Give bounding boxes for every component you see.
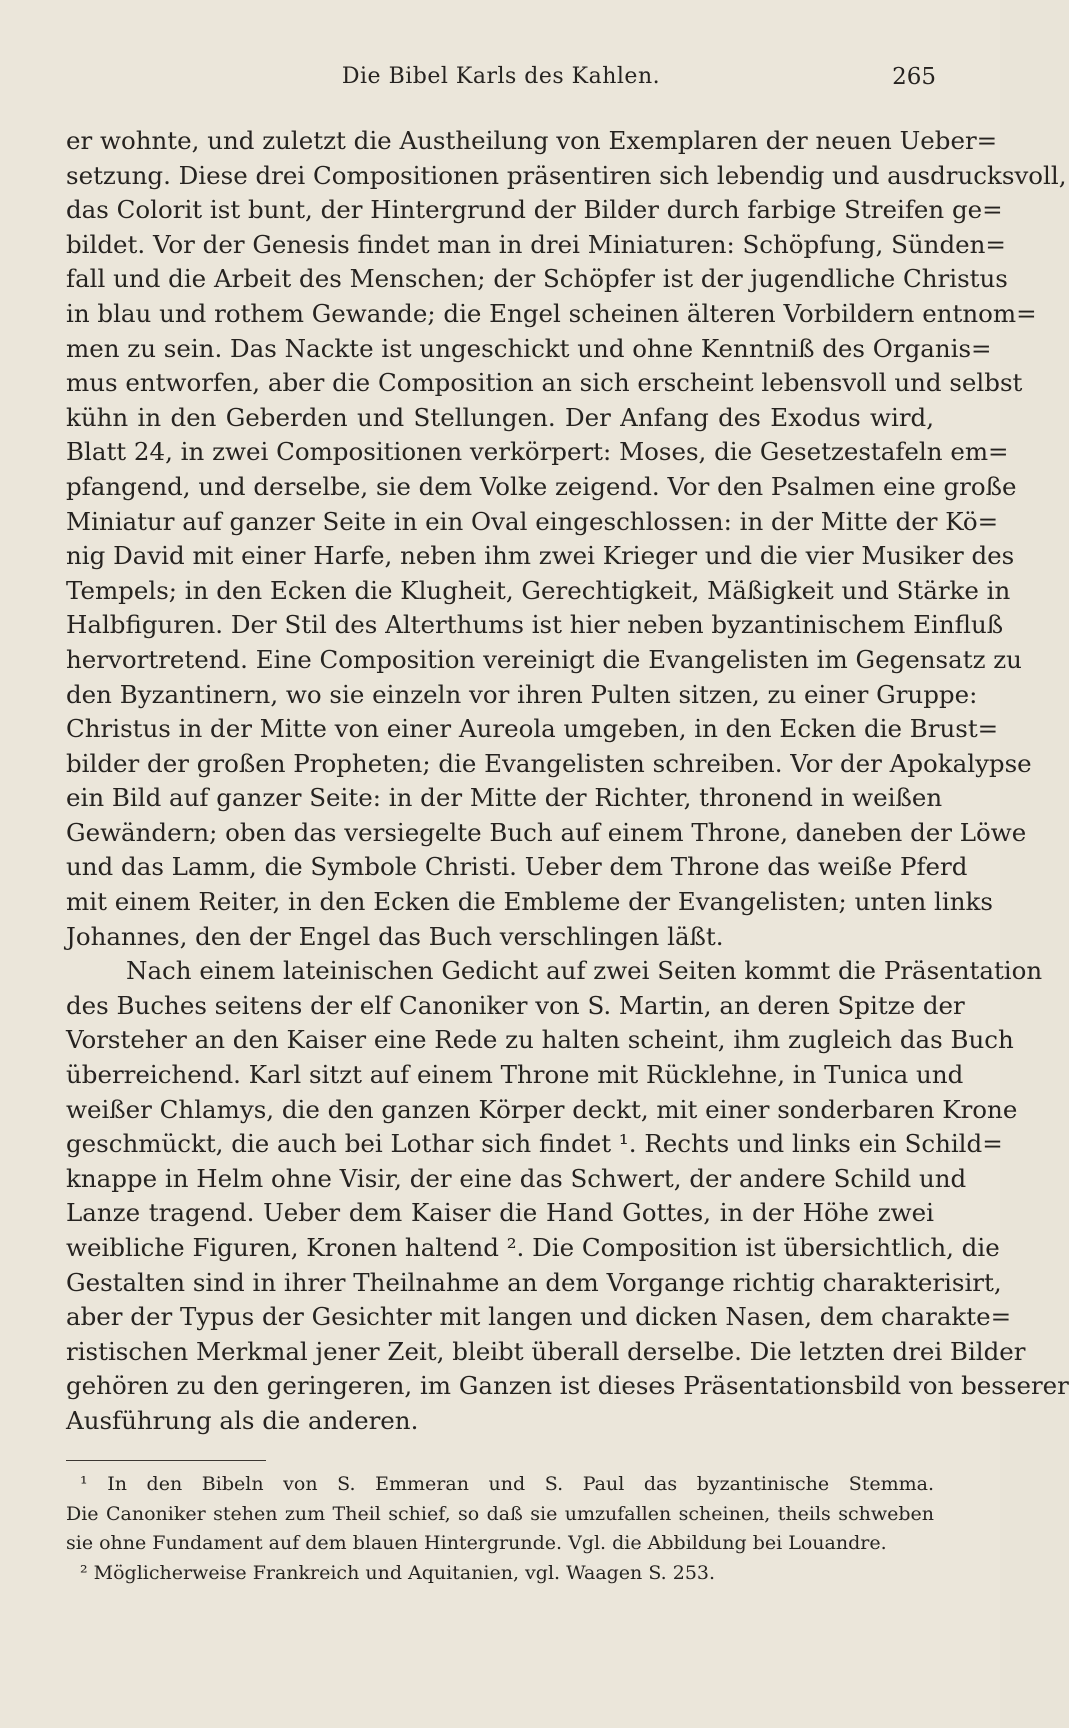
body-line: ein Bild auf ganzer Seite: in der Mitte der Richter, thronend in weißen	[66, 783, 943, 813]
body-line: gehören zu den geringeren, im Ganzen ist dieses Präsentationsbild von besserer	[66, 1371, 1069, 1401]
body-line: Vorsteher an den Kaiser eine Rede zu halten scheint, ihm zugleich das Buch	[66, 1025, 1014, 1055]
footnotes	[66, 1470, 934, 1588]
body-line: nig David mit einer Harfe, neben ihm zwei Krieger und die vier Musiker des	[66, 541, 1015, 571]
body-line: Johannes, den der Engel das Buch verschlingen läßt.	[66, 921, 724, 951]
body-line: pfangend, und derselbe, sie dem Volke zeigend. Vor den Psalmen eine große	[66, 471, 1017, 501]
page-header	[66, 64, 936, 94]
footnote-line: ² Möglicherweise Frankreich und Aquitanien, vgl. Waagen S. 253.	[80, 1561, 716, 1584]
body-line: den Byzantinern, wo sie einzeln vor ihren Pulten sitzen, zu einer Gruppe:	[66, 679, 978, 709]
body-line: Christus in der Mitte von einer Aureola umgeben, in den Ecken die Brust=	[66, 714, 999, 744]
page-number: 265	[892, 64, 936, 90]
body-line: überreichend. Karl sitzt auf einem Throne mit Rücklehne, in Tunica und	[66, 1060, 964, 1090]
body-line: Halbfiguren. Der Stil des Alterthums ist hier neben byzantinischem Einfluß	[66, 610, 1004, 640]
body-line: Tempels; in den Ecken die Klugheit, Gerechtigkeit, Mäßigkeit und Stärke in	[66, 575, 1011, 605]
body-line: Blatt 24, in zwei Compositionen verkörpert: Moses, die Gesetzestafeln em=	[66, 437, 1009, 467]
body-line: mit einem Reiter, in den Ecken die Embleme der Evangelisten; unten links	[66, 887, 993, 917]
body-line: setzung. Diese drei Compositionen präsentiren sich lebendig und ausdrucksvoll,	[66, 160, 1067, 190]
body-line: in blau und rothem Gewande; die Engel scheinen älteren Vorbildern entnom=	[66, 298, 1037, 328]
body-line: Gewändern; oben das versiegelte Buch auf einem Throne, daneben der Löwe	[66, 817, 1027, 847]
footnote-line: ¹ In den Bibeln von S. Emmeran und S. Paul das byzantinische Stemma.	[80, 1473, 934, 1495]
body-line: das Colorit ist bunt, der Hintergrund der Bilder durch farbige Streifen ge=	[66, 195, 1003, 225]
body-line: er wohnte, und zuletzt die Austheilung von Exemplaren der neuen Ueber=	[66, 126, 998, 155]
body-line: und das Lamm, die Symbole Christi. Ueber dem Throne das weiße Pferd	[66, 852, 968, 882]
body-line: fall und die Arbeit des Menschen; der Schöpfer ist der jugendliche Christus	[66, 264, 1008, 294]
body-line: Nach einem lateinischen Gedicht auf zwei Seiten kommt die Präsentation	[126, 956, 1043, 986]
body-line: hervortretend. Eine Composition vereinigt die Evangelisten im Gegensatz zu	[66, 644, 1022, 674]
footnote-line: sie ohne Fundament auf dem blauen Hintergrunde. Vgl. die Abbildung bei Louandre.	[66, 1532, 887, 1554]
body-line: kühn in den Geberden und Stellungen. Der Anfang des Exodus wird,	[66, 402, 934, 432]
body-text	[66, 124, 1069, 1439]
body-line: weißer Chlamys, die den ganzen Körper deckt, mit einer sonderbaren Krone	[66, 1094, 1018, 1124]
body-line: mus entworfen, aber die Composition an sich erscheint lebensvoll und selbst	[66, 368, 1023, 398]
body-line: Ausführung als die anderen.	[66, 1405, 419, 1435]
body-line: knappe in Helm ohne Visir, der eine das Schwert, der andere Schild und	[66, 1163, 967, 1193]
body-line: Miniatur auf ganzer Seite in ein Oval eingeschlossen: in der Mitte der Kö=	[66, 506, 999, 536]
body-line: men zu sein. Das Nackte ist ungeschickt und ohne Kenntniß des Organis=	[66, 333, 992, 363]
body-line: Lanze tragend. Ueber dem Kaiser die Hand Gottes, in der Höhe zwei	[66, 1198, 934, 1228]
body-line: bilder der großen Propheten; die Evangelisten schreiben. Vor der Apokalypse	[66, 748, 1032, 778]
body-line: des Buches seitens der elf Canoniker von S. Martin, an deren Spitze der	[66, 990, 965, 1020]
body-line: aber der Typus der Gesichter mit langen und dicken Nasen, dem charakte=	[66, 1302, 1012, 1332]
body-line: Gestalten sind in ihrer Theilnahme an dem Vorgange richtig charakterisirt,	[66, 1267, 1002, 1297]
body-line: ristischen Merkmal jener Zeit, bleibt überall derselbe. Die letzten drei Bilder	[66, 1336, 1026, 1366]
footnote-line: Die Canoniker stehen zum Theil schief, so daß sie umzufallen scheinen, theils schweben	[66, 1502, 934, 1525]
footnote-divider	[66, 1460, 266, 1461]
body-line: bildet. Vor der Genesis findet man in drei Miniaturen: Schöpfung, Sünden=	[66, 229, 1006, 259]
running-title: Die Bibel Karls des Kahlen.	[341, 64, 661, 89]
body-line: weibliche Figuren, Kronen haltend ². Die Composition ist übersichtlich, die	[66, 1233, 1000, 1262]
body-line: geschmückt, die auch bei Lothar sich findet ¹. Rechts und links ein Schild=	[66, 1129, 1003, 1159]
